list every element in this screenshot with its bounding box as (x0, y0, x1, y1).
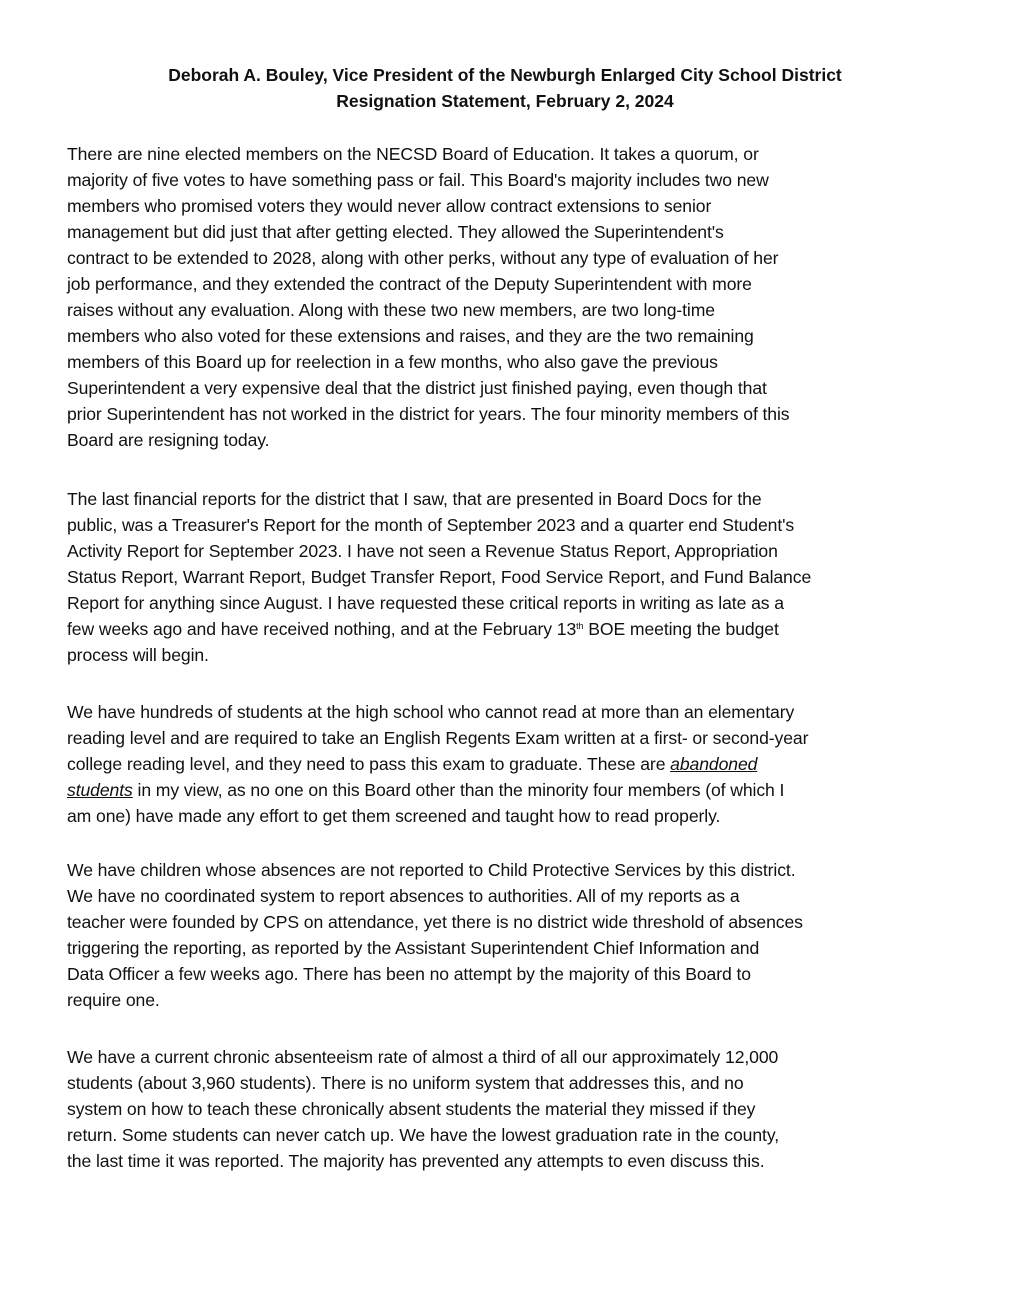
paragraph-line: We have no coordinated system to report absences to authorities. All of my reports as a (67, 886, 740, 906)
paragraph-line: Report for anything since August. I have requested these critical reports in writing as late as a (67, 593, 784, 613)
document-header (0, 62, 1010, 114)
paragraph-line: am one) have made any effort to get them screened and taught how to read properly. (67, 806, 721, 826)
paragraph-line: triggering the reporting, as reported by the Assistant Superintendent Chief Information and (67, 938, 760, 958)
paragraph-line: members who promised voters they would never allow contract extensions to senior (67, 196, 712, 216)
paragraph-text: college reading level, and they need to pass this exam to graduate. These are (67, 754, 671, 774)
paragraph-line: members of this Board up for reelection in a few months, who also gave the previous (67, 352, 718, 372)
paragraph-line: reading level and are required to take an English Regents Exam written at a first- or second-year (67, 728, 809, 748)
paragraph-line: contract to be extended to 2028, along with other perks, without any type of evaluation of her (67, 248, 779, 268)
paragraph-line: The last financial reports for the district that I saw, that are presented in Board Docs for the (67, 489, 762, 509)
paragraph-line: raises without any evaluation. Along with these two new members, are two long-time (67, 300, 715, 320)
paragraph-line: Status Report, Warrant Report, Budget Transfer Report, Food Service Report, and Fund Balance (67, 567, 812, 587)
paragraph-text: in my view, as no one on this Board other than the minority four members (of which I (132, 780, 785, 800)
emphasis-text: students (67, 780, 133, 800)
paragraph-line: prior Superintendent has not worked in the district for years. The four minority members of this (67, 404, 790, 424)
paragraph-line (67, 617, 779, 641)
paragraph-line: job performance, and they extended the contract of the Deputy Superintendent with more (67, 274, 752, 294)
paragraph-line: management but did just that after getting elected. They allowed the Superintendent's (67, 222, 724, 242)
paragraph-text: few weeks ago and have received nothing, and at the February 13 (67, 619, 577, 639)
paragraph-line: require one. (67, 990, 160, 1010)
header-title-line: Deborah A. Bouley, Vice President of the Newburgh Enlarged City School District (168, 65, 842, 85)
paragraph-line: public, was a Treasurer's Report for the month of September 2023 and a quarter end Student's (67, 515, 795, 535)
paragraph-line: process will begin. (67, 645, 209, 665)
paragraph-line: teacher were founded by CPS on attendance, yet there is no district wide threshold of absences (67, 912, 803, 932)
emphasis-text: abandoned (670, 754, 758, 774)
paragraph-line: We have children whose absences are not reported to Child Protective Services by this district. (67, 860, 796, 880)
paragraph-text: BOE meeting the budget (583, 619, 779, 639)
ordinal-suffix: th (576, 621, 584, 631)
paragraph-line: We have hundreds of students at the high school who cannot read at more than an elementary (67, 702, 795, 722)
paragraph-line: Activity Report for September 2023. I have not seen a Revenue Status Report, Appropriation (67, 541, 778, 561)
paragraph-line: Superintendent a very expensive deal that the district just finished paying, even though that (67, 378, 767, 398)
paragraph-line: majority of five votes to have something pass or fail. This Board's majority includes two new (67, 170, 769, 190)
paragraph-line: students (about 3,960 students). There is no uniform system that addresses this, and no (67, 1073, 744, 1093)
paragraph-line: system on how to teach these chronically absent students the material they missed if they (67, 1099, 756, 1119)
paragraph-line: We have a current chronic absenteeism rate of almost a third of all our approximately 12,000 (67, 1047, 779, 1067)
paragraph-line: Data Officer a few weeks ago. There has been no attempt by the majority of this Board to (67, 964, 751, 984)
paragraph-line (67, 778, 784, 802)
paragraph-line: members who also voted for these extensions and raises, and they are the two remaining (67, 326, 754, 346)
paragraph-line: There are nine elected members on the NECSD Board of Education. It takes a quorum, or (67, 144, 759, 164)
paragraph-line (67, 752, 757, 776)
paragraph-line: Board are resigning today. (67, 430, 270, 450)
header-subtitle-line: Resignation Statement, February 2, 2024 (336, 91, 674, 111)
paragraph-line: the last time it was reported. The majority has prevented any attempts to even discuss this. (67, 1151, 765, 1171)
paragraph-line: return. Some students can never catch up. We have the lowest graduation rate in the county, (67, 1125, 780, 1145)
